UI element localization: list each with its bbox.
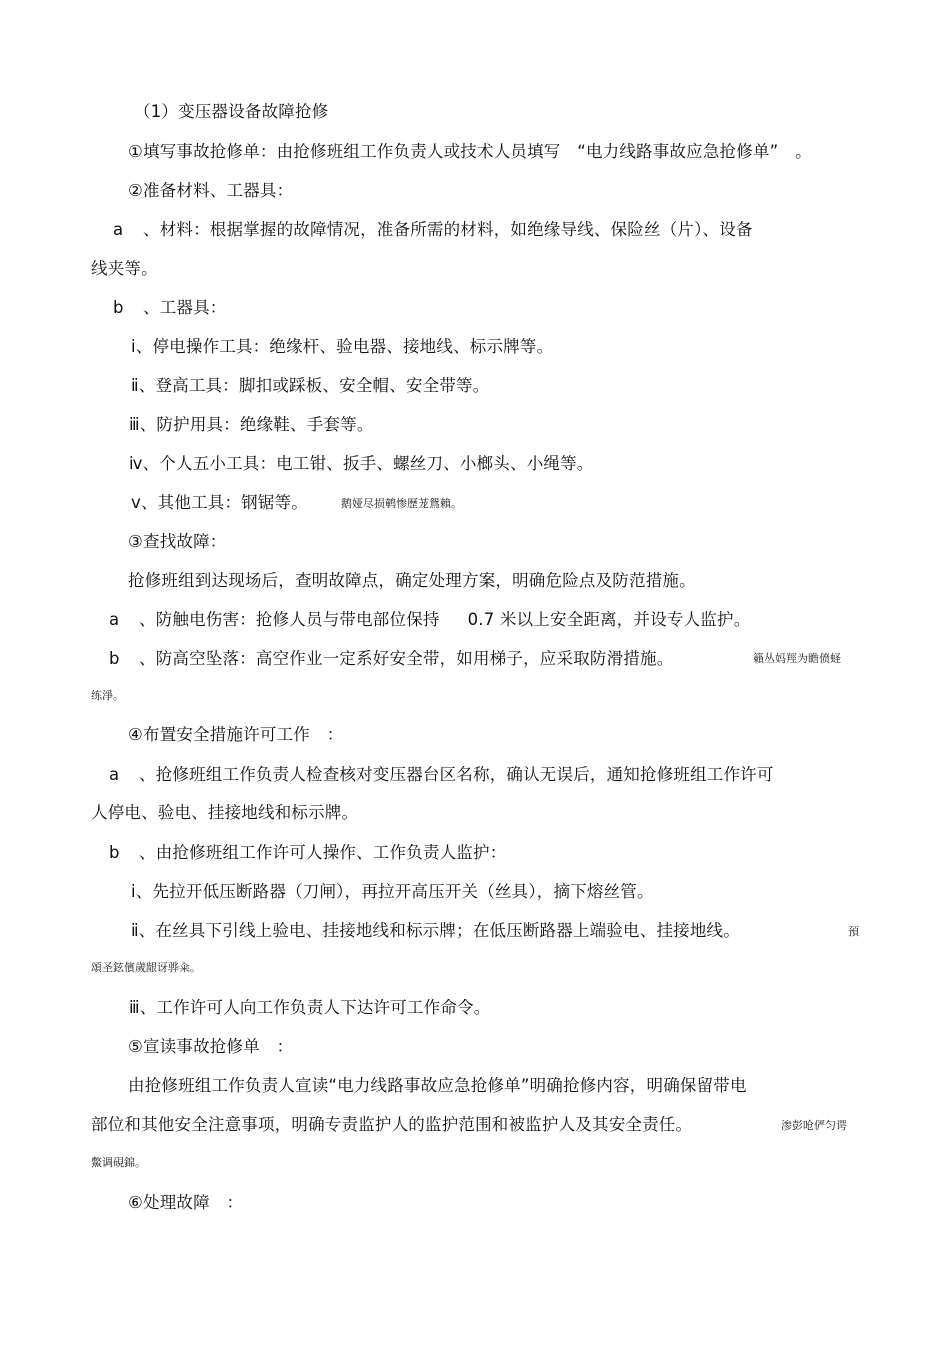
item-text: 、防高空坠落：高空作业一定系好安全带，如用梯子，应采取防滑措施。 (139, 649, 674, 668)
item-marker: a (109, 610, 120, 629)
subitem-iii: ⅲ、工作许可人向工作负责人下达许可工作命令。 (129, 998, 491, 1017)
noise-text: 渗彭呛俨匀谔 (781, 1119, 847, 1132)
step-3-find-fault: ③查找故障： (128, 532, 227, 551)
item-a-check-transformer (109, 764, 774, 786)
step-1-fill-repair-form: ①填写事故抢修单：由抢修班组工作负责人或技术人员填写 “电力线路事故应急抢修单” 。 (128, 142, 812, 161)
subitem-iii: ⅲ、防护用具：绝缘鞋、手套等。 (129, 415, 374, 434)
item-a-electric-shock (109, 609, 750, 631)
paragraph-continuation: 人停电、验电、挂接地线和标示牌。 (91, 803, 359, 822)
step-6-handle-fault: ⑥处理故障 ： (128, 1193, 244, 1212)
subitem-i: ⅰ、停电操作工具：绝缘杆、验电器、接地线、标示牌等。 (131, 337, 554, 356)
noise-text: 鱉调硯錦。 (91, 1156, 146, 1169)
noise-text: 鹅娅尽损鹌惨歷茏鴛賴。 (341, 497, 462, 510)
item-b-tools (113, 297, 227, 319)
paragraph-continuation: 部位和其他安全注意事项，明确专责监护人的监护范围和被监护人及其安全责任。 (91, 1115, 693, 1134)
item-marker: b (109, 649, 120, 668)
paragraph-text: 由抢修班组工作负责人宣读“电力线路事故应急抢修单”明确抢修内容，明确保留带电 (128, 1076, 747, 1095)
noise-text: 頌圣鉉儐歲龈讶骅籴。 (91, 961, 201, 974)
subitem-v: ⅴ、其他工具：钢锯等。 (131, 493, 308, 512)
subitem-ii: ⅱ、登高工具：脚扣或踩板、安全帽、安全带等。 (131, 376, 490, 395)
subitem-iv: ⅳ、个人五小工具：电工钳、扳手、螺丝刀、小榔头、小绳等。 (129, 454, 594, 473)
section-heading-transformer-repair: （1）变压器设备故障抢修 (134, 102, 329, 121)
item-marker: a (113, 220, 124, 239)
noise-text: 练淨。 (91, 689, 124, 702)
item-marker: b (109, 843, 120, 862)
item-text: 、由抢修班组工作许可人操作、工作负责人监护： (139, 843, 507, 862)
item-text-distance: 0.7 米以上安全距离，并设专人监护。 (467, 610, 751, 629)
noise-text: 預 (848, 925, 859, 938)
paragraph-text: 抢修班组到达现场后，查明故障点，确定处理方案，明确危险点及防范措施。 (128, 571, 696, 590)
noise-text: 籟丛妈羥为瞻偾蛏 (753, 652, 841, 665)
step-2-prepare-materials: ②准备材料、工器具： (128, 181, 294, 200)
item-marker: b (113, 298, 124, 317)
item-b-operation (109, 842, 506, 864)
step-4-safety-measures: ④布置安全措施许可工作 ： (128, 725, 344, 744)
step-5-read-repair-form: ⑤宣读事故抢修单 ： (128, 1037, 294, 1056)
subitem-i: ⅰ、先拉开低压断路器（刀闸），再拉开高压开关（丝具），摘下熔丝管。 (131, 882, 654, 901)
subitem-ii: ⅱ、在丝具下引线上验电、挂接地线和标示牌；在低压断路器上端验电、挂接地线。 (131, 921, 740, 940)
item-marker: a (109, 765, 120, 784)
item-text: 、防触电伤害：抢修人员与带电部位保持 (139, 610, 440, 629)
item-b-fall-prevention (109, 648, 673, 670)
item-text: 、工器具： (143, 298, 227, 317)
item-a-materials (113, 219, 753, 241)
item-text: 、抢修班组工作负责人检查核对变压器台区名称，确认无误后，通知抢修班组工作许可 (139, 765, 774, 784)
item-text: 、材料：根据掌握的故障情况，准备所需的材料，如绝缘导线、保险丝（片）、设备 (143, 220, 753, 239)
paragraph-continuation: 线夹等。 (91, 259, 158, 278)
